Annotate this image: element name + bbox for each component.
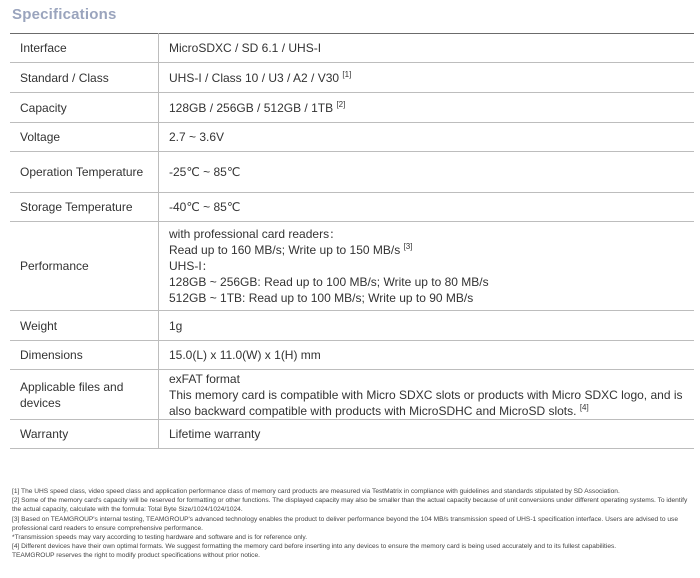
spec-value — [159, 63, 695, 93]
spec-row — [10, 420, 694, 449]
spec-value-line — [169, 164, 684, 180]
spec-value-text: exFAT format — [169, 371, 240, 386]
spec-label: Standard / Class — [10, 63, 159, 93]
spec-row — [10, 123, 694, 152]
spec-value-text: with professional card readers： — [169, 227, 342, 241]
footnotes — [12, 487, 692, 561]
section-title: Specifications — [12, 6, 117, 23]
spec-value-line — [169, 70, 684, 86]
footnote: TEAMGROUP reserves the right to modify product specifications without prior notice. — [12, 552, 260, 560]
footnote: [1] The UHS speed class, video speed class and application performance class of memory card products are measured via TestMatrix in compliance with guidelines and standards stipulated by SD Association. — [12, 488, 620, 495]
spec-value — [159, 193, 695, 222]
spec-value-line — [169, 242, 684, 258]
footnote: [2] Some of the memory card's capacity will be reserved for formatting or other functions. The displayed capacity may also be smaller than the actual capacity because of unit conversions under different operating systems. To identify the actual capacity, calculate with the formula: Total Byte Size/1024/1024/1024. — [12, 497, 688, 514]
spec-value-text: 2.7 ~ 3.6V — [169, 130, 225, 144]
spec-row — [10, 222, 694, 311]
spec-value — [159, 123, 695, 152]
spec-label: Weight — [10, 311, 159, 341]
spec-value — [159, 370, 695, 420]
spec-value-line — [169, 226, 684, 242]
spec-value-line — [169, 318, 684, 334]
spec-row — [10, 370, 694, 420]
spec-label: Capacity — [10, 93, 159, 123]
spec-row — [10, 152, 694, 193]
spec-row — [10, 341, 694, 370]
spec-value-line — [169, 100, 684, 116]
spec-value-text: UHS-I： — [169, 259, 214, 273]
spec-value — [159, 341, 695, 370]
spec-label: Performance — [10, 222, 159, 311]
spec-value — [159, 34, 695, 63]
spec-value-line — [169, 258, 684, 274]
spec-value-line — [169, 290, 684, 306]
spec-label: Interface — [10, 34, 159, 63]
footnote: [4] Different devices have their own optimal formats. We suggest formatting the memory card before inserting into any devices to ensure the memory card is being used accurately and to its fullest capabilities. — [12, 543, 617, 551]
footnote-ref: [2] — [336, 99, 346, 109]
spec-label: Operation Temperature — [10, 152, 159, 193]
spec-value-text: MicroSDXC / SD 6.1 / UHS-I — [169, 41, 322, 55]
spec-value — [159, 93, 695, 123]
footnote-ref: [4] — [579, 402, 589, 412]
spec-table — [10, 33, 694, 449]
spec-value-text: Lifetime warranty — [169, 427, 261, 441]
spec-value-line — [169, 40, 684, 56]
spec-label: Warranty — [10, 420, 159, 449]
spec-row — [10, 311, 694, 341]
footnote-ref: [1] — [342, 69, 352, 79]
spec-label: Voltage — [10, 123, 159, 152]
spec-value-line — [169, 371, 684, 387]
spec-value-text: 15.0(L) x 11.0(W) x 1(H) mm — [169, 348, 321, 362]
spec-value-line — [169, 426, 684, 442]
spec-value — [159, 311, 695, 341]
spec-row — [10, 193, 694, 222]
spec-value-text: 512GB ~ 1TB: Read up to 100 MB/s; Write up to 90 MB/s — [169, 291, 474, 305]
spec-value-text: This memory card is compatible with Micro SDXC slots or products with Micro SDXC logo, and is also backward compatible with products with MicroSDHC and MicroSD slots. — [169, 387, 683, 418]
spec-row — [10, 63, 694, 93]
spec-row — [10, 93, 694, 123]
spec-label: Storage Temperature — [10, 193, 159, 222]
spec-value-text: Read up to 160 MB/s; Write up to 150 MB/s — [169, 243, 401, 257]
spec-row — [10, 34, 694, 63]
spec-value — [159, 152, 695, 193]
spec-table-body — [10, 34, 694, 449]
spec-label: Applicable files and devices — [10, 370, 159, 420]
spec-value-line — [169, 387, 684, 419]
spec-value — [159, 420, 695, 449]
spec-label: Dimensions — [10, 341, 159, 370]
spec-value-text: 1g — [169, 318, 183, 333]
spec-value-text: 128GB / 256GB / 512GB / 1TB — [169, 100, 334, 115]
spec-value-line — [169, 199, 684, 215]
spec-value-text: -40℃ ~ 85℃ — [169, 200, 241, 214]
spec-value-line — [169, 274, 684, 290]
footnote: [3] Based on TEAMGROUP's internal testing, TEAMGROUP's advanced technology enables the product to deliver performance beyond the 104 MB/s transmission speed of UHS-1 specification interface. Users are advised to use professional card readers to ensure comprehensive performance. — [12, 515, 679, 532]
footnote: *Transmission speeds may vary according to testing hardware and software and is for reference only. — [12, 534, 308, 542]
spec-value-line — [169, 129, 684, 145]
spec-value-text: -25℃ ~ 85℃ — [169, 165, 241, 179]
footnote-ref: [3] — [403, 242, 413, 251]
spec-value-text: 128GB ~ 256GB: Read up to 100 MB/s; Write up to 80 MB/s — [169, 275, 489, 289]
spec-value-line — [169, 347, 684, 363]
spec-value-text: UHS-I / Class 10 / U3 / A2 / V30 — [169, 70, 340, 85]
spec-value — [159, 222, 695, 311]
